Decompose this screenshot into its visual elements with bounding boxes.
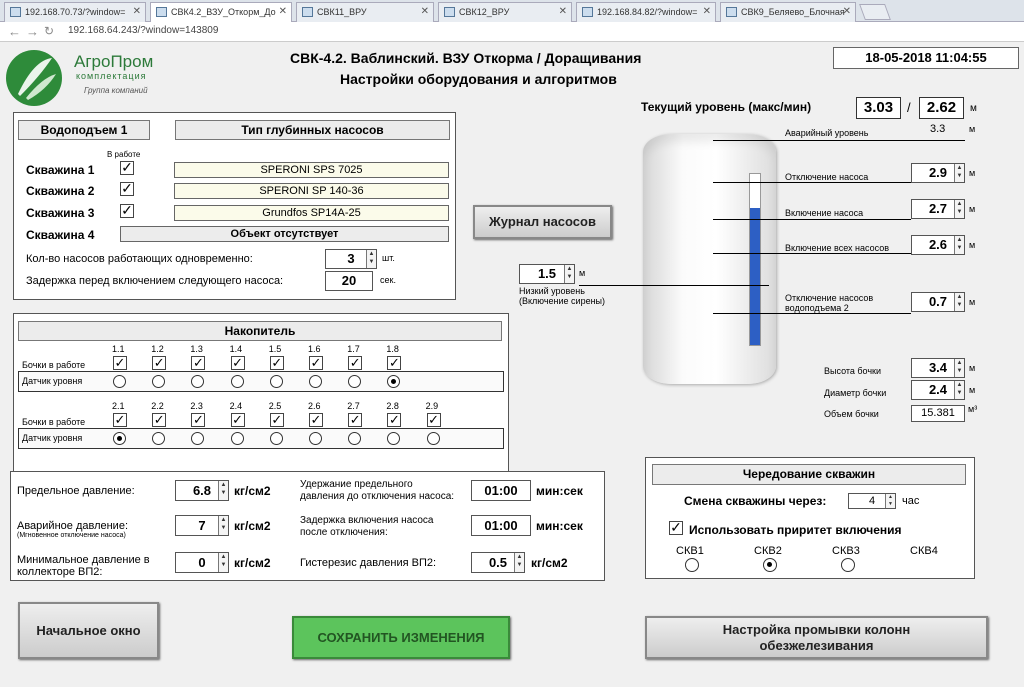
pump-on-unit: м — [969, 204, 976, 214]
tab-label: СВК12_ВРУ — [459, 7, 510, 17]
tab-label: СВК9_Беляево_Блочная — [741, 7, 845, 17]
barrel-in-work-checkbox[interactable]: ✓ — [153, 355, 165, 370]
min-pressure-unit: кг/см2 — [234, 556, 271, 570]
well-3-pump-field[interactable]: Grundfos SP14A-25 — [174, 205, 449, 221]
rotation-hours-spinner[interactable] — [848, 493, 896, 509]
pumps-count-unit: шт. — [382, 253, 395, 263]
well-2-label: Скважина 2 — [26, 184, 95, 198]
reload-icon[interactable]: ↻ — [44, 24, 55, 38]
barrel-in-work-checkbox[interactable]: ✓ — [192, 412, 204, 427]
spinner-arrows-icon[interactable]: ▲ ▼ — [954, 236, 964, 254]
barrel-in-work-checkbox[interactable]: ✓ — [271, 412, 283, 427]
browser-tab-2[interactable] — [150, 2, 292, 22]
barrel-id-label: 2.4 — [229, 401, 243, 411]
pump-type-title: Тип глубинных насосов — [175, 120, 450, 140]
all-on-line — [713, 253, 911, 254]
delay-field[interactable]: 20 — [325, 271, 373, 291]
wheat-logo-icon — [6, 50, 62, 106]
alarm-pressure-unit: кг/см2 — [234, 519, 271, 533]
pump-off-value: 2.9 — [928, 165, 948, 180]
barrel-id-label: 1.5 — [268, 344, 282, 354]
close-icon[interactable]: ✕ — [558, 6, 567, 17]
close-icon[interactable]: ✕ — [420, 6, 429, 17]
logo-tagline: Группа компаний — [84, 86, 148, 95]
unit-m: м — [970, 103, 977, 114]
save-changes-button[interactable]: СОХРАНИТЬ ИЗМЕНЕНИЯ — [292, 616, 510, 659]
limit-pressure-label: Предельное давление: — [17, 485, 135, 497]
current-level-min: 2.62 — [919, 97, 964, 119]
rotation-well-label: СКВ3 — [832, 545, 860, 557]
well-1-pump-field[interactable]: SPERONI SPS 7025 — [174, 162, 449, 178]
height-spinner[interactable] — [911, 358, 965, 378]
limit-pressure-value: 6.8 — [192, 483, 212, 498]
rotation-hours-value: 4 — [868, 495, 876, 507]
page-icon — [302, 7, 313, 17]
page-icon — [726, 7, 737, 17]
barrel-id-label: 2.9 — [425, 401, 439, 411]
close-icon[interactable]: ✕ — [132, 6, 141, 17]
tab-label: СВК4.2_ВЗУ_Откорм_До — [171, 7, 276, 17]
tab-label: СВК11_ВРУ — [317, 7, 367, 17]
barrel-id-label: 2.2 — [151, 401, 164, 411]
wash-settings-line1: Настройка промывки колонн — [722, 622, 911, 637]
alarm-unit: м — [969, 124, 976, 134]
page-title: СВК-4.2. Ваблинский. ВЗУ Откорма / Доращивания — [290, 50, 642, 66]
spinner-arrows-icon[interactable]: ▲ ▼ — [954, 293, 964, 311]
row1-in-work-label: Бочки в работе — [22, 360, 86, 370]
barrel-id-label: 2.3 — [190, 401, 203, 411]
pumps-count-label: Кол-во насосов работающих одновременно: — [26, 253, 253, 265]
barrel-id-label: 2.5 — [268, 401, 282, 411]
well-1-checkbox[interactable]: ✓ — [121, 159, 133, 175]
current-level-label: Текущий уровень (макс/мин) — [641, 100, 812, 114]
home-screen-button[interactable]: Начальное окно — [18, 602, 159, 659]
diameter-spinner[interactable] — [911, 380, 965, 400]
spinner-arrows-icon[interactable]: ▲ ▼ — [954, 164, 964, 182]
pump-off-spinner[interactable] — [911, 163, 965, 183]
forward-icon[interactable]: → — [26, 24, 39, 39]
pump-on-line — [713, 219, 911, 220]
page-icon — [444, 7, 455, 17]
lift-off-line — [713, 313, 911, 314]
lift-off-spinner[interactable] — [911, 292, 965, 312]
tab-label: 192.168.70.73/?window= — [25, 7, 126, 17]
current-level-max: 3.03 — [856, 97, 901, 119]
rotation-title: Чередование скважин — [652, 464, 966, 485]
height-value: 3.4 — [928, 360, 948, 375]
barrel-id-label: 1.3 — [190, 344, 203, 354]
browser-tab-5[interactable] — [576, 2, 716, 22]
lift-off-unit: м — [969, 297, 976, 307]
new-tab-button[interactable] — [859, 4, 891, 20]
rotation-well-label: СКВ2 — [754, 545, 782, 557]
pump-off-line — [713, 182, 911, 183]
spinner-arrows-icon[interactable]: ▲ ▼ — [218, 553, 228, 572]
volume-label: Объем бочки — [824, 409, 879, 419]
all-on-value: 2.6 — [928, 237, 948, 252]
spinner-arrows-icon[interactable]: ▲ ▼ — [514, 553, 524, 572]
pump-on-spinner[interactable] — [911, 199, 965, 219]
min-pressure-spinner[interactable] — [175, 552, 229, 573]
diameter-label: Диаметр бочки — [824, 388, 887, 398]
level-separator: / — [907, 100, 911, 115]
level-sensor-radio[interactable] — [113, 375, 126, 388]
low-level-sublabel: (Включение сирены) — [519, 296, 606, 306]
scada-screen — [0, 42, 1024, 687]
restart-delay-unit: мин:сек — [536, 519, 583, 533]
well-2-pump-field[interactable]: SPERONI SP 140-36 — [174, 183, 449, 199]
datetime-display: 18-05-2018 11:04:55 — [833, 47, 1019, 69]
delay-label: Задержка перед включением следующего насоса: — [26, 275, 284, 287]
hold-time-unit: мин:сек — [536, 484, 583, 498]
agroprom-logo — [6, 50, 62, 106]
row2-sensor-label: Датчик уровня — [22, 433, 83, 443]
volume-value: 15.381 — [911, 405, 965, 422]
barrel-in-work-checkbox[interactable]: ✓ — [349, 412, 361, 427]
page-icon — [582, 7, 593, 17]
low-level-label: Низкий уровень — [519, 286, 585, 296]
spinner-arrows-icon[interactable]: ▲ ▼ — [954, 200, 964, 218]
barrel-in-work-checkbox[interactable]: ✓ — [349, 355, 361, 370]
alarm-line — [713, 140, 965, 141]
barrel-in-work-checkbox[interactable]: ✓ — [388, 412, 400, 427]
low-level-unit: м — [579, 268, 586, 278]
min-pressure-label: Минимальное давление в — [17, 554, 150, 566]
spinner-arrows-icon[interactable]: ▲ ▼ — [885, 494, 895, 508]
hysteresis-unit: кг/см2 — [531, 556, 568, 570]
accumulator-title: Накопитель — [18, 321, 502, 341]
alarm-pressure-spinner[interactable] — [175, 515, 229, 536]
alarm-pressure-sublabel: (Мгновенное отключение насоса) — [17, 532, 126, 539]
low-level-spinner[interactable] — [519, 264, 575, 284]
barrel-in-work-checkbox[interactable]: ✓ — [114, 412, 126, 427]
tab-label: 192.168.84.82/?window= — [597, 7, 698, 17]
level-sensor-radio[interactable] — [231, 432, 244, 445]
hysteresis-label: Гистерезис давления ВП2: — [300, 557, 437, 569]
well-4-absent: Объект отсутствует — [120, 226, 449, 242]
rotation-well-radio[interactable] — [763, 558, 777, 572]
close-icon[interactable]: ✕ — [842, 6, 851, 17]
hold-time-field[interactable]: 01:00 — [471, 480, 531, 501]
browser-tab-3[interactable] — [296, 2, 434, 22]
spinner-arrows-icon[interactable]: ▲ ▼ — [954, 359, 964, 377]
alarm-pressure-value: 7 — [198, 518, 206, 533]
barrel-id-label: 1.2 — [151, 344, 164, 354]
rotation-well-radio[interactable] — [841, 558, 855, 572]
row2-in-work-label: Бочки в работе — [22, 417, 86, 427]
pump-journal-button[interactable]: Журнал насосов — [473, 205, 612, 239]
volume-unit: м³ — [968, 404, 978, 414]
barrel-in-work-checkbox[interactable]: ✓ — [232, 412, 244, 427]
level-sensor-radio[interactable] — [309, 375, 322, 388]
barrel-in-work-checkbox[interactable]: ✓ — [232, 355, 244, 370]
hysteresis-spinner[interactable] — [471, 552, 525, 573]
spinner-arrows-icon[interactable]: ▲ ▼ — [218, 481, 228, 500]
limit-pressure-unit: кг/см2 — [234, 484, 271, 498]
level-sensor-radio[interactable] — [113, 432, 126, 445]
barrel-in-work-checkbox[interactable]: ✓ — [388, 355, 400, 370]
barrel-in-work-checkbox[interactable]: ✓ — [310, 412, 322, 427]
url-text[interactable]: 192.168.64.243/?window=143809 — [68, 25, 219, 36]
logo-name: АгроПром — [74, 52, 154, 71]
rotation-well-radio[interactable] — [685, 558, 699, 572]
level-indicator-fill — [750, 208, 760, 345]
priority-checkbox[interactable]: ✓ — [670, 519, 682, 535]
barrel-id-label: 2.7 — [347, 401, 360, 411]
spinner-arrows-icon[interactable]: ▲ ▼ — [564, 265, 574, 283]
lift-off-label: Отключение насосов — [785, 293, 874, 303]
pump-on-label: Включение насоса — [785, 208, 864, 218]
all-on-label: Включение всех насосов — [785, 243, 890, 253]
restart-delay-label: Задержка включения насоса — [300, 515, 434, 526]
barrel-in-work-checkbox[interactable]: ✓ — [271, 355, 283, 370]
level-indicator — [749, 173, 761, 346]
row1-sensor-label: Датчик уровня — [22, 376, 83, 386]
pumps-count-value: 3 — [347, 251, 355, 266]
restart-delay-field[interactable]: 01:00 — [471, 515, 531, 536]
hold-label: Удержание предельного — [300, 479, 413, 490]
browser-tab-1[interactable] — [4, 2, 146, 22]
priority-label: Использовать приритет включения — [689, 523, 902, 537]
hysteresis-value: 0.5 — [488, 555, 508, 570]
lift-off-value: 0.7 — [928, 294, 948, 309]
well-3-label: Скважина 3 — [26, 206, 95, 220]
alarm-level-value: 3.3 — [930, 123, 946, 135]
page-icon — [10, 7, 21, 17]
in-work-label: В работе — [107, 150, 141, 159]
water-lift-title: Водоподъем 1 — [18, 120, 150, 140]
back-icon[interactable]: ← — [8, 24, 21, 39]
wash-settings-line2: обезжелезивания — [759, 638, 874, 653]
page-icon — [156, 7, 167, 17]
min-pressure-value: 0 — [198, 555, 206, 570]
spinner-arrows-icon[interactable]: ▲ ▼ — [366, 250, 376, 268]
level-sensor-radio[interactable] — [231, 375, 244, 388]
well-1-label: Скважина 1 — [26, 163, 95, 177]
barrel-id-label: 2.1 — [112, 401, 125, 411]
diameter-unit: м — [969, 385, 976, 395]
limit-pressure-spinner[interactable] — [175, 480, 229, 501]
pump-off-label: Отключение насоса — [785, 172, 869, 182]
barrel-in-work-checkbox[interactable]: ✓ — [153, 412, 165, 427]
pump-on-value: 2.7 — [928, 201, 948, 216]
barrel-id-label: 1.8 — [386, 344, 399, 354]
pump-off-unit: м — [969, 168, 976, 178]
level-sensor-radio[interactable] — [427, 432, 440, 445]
barrel-id-label: 1.6 — [308, 344, 321, 354]
height-label: Высота бочки — [824, 366, 882, 376]
low-level-line — [579, 285, 769, 286]
alarm-pressure-label: Аварийное давление: — [17, 520, 129, 532]
barrel-id-label: 1.1 — [112, 344, 125, 354]
delay-unit: сек. — [380, 275, 396, 285]
row1-sensor-row — [18, 371, 504, 392]
hold-sublabel: давления до отключения насоса: — [300, 491, 455, 502]
close-icon[interactable]: ✕ — [278, 6, 287, 17]
rotation-hours-unit: час — [902, 495, 920, 507]
level-sensor-radio[interactable] — [270, 375, 283, 388]
wash-settings-button[interactable] — [645, 616, 988, 659]
diameter-value: 2.4 — [928, 382, 948, 397]
restart-delay-sublabel: после отключения: — [300, 527, 388, 538]
spinner-arrows-icon[interactable]: ▲ ▼ — [218, 516, 228, 535]
barrel-in-work-checkbox[interactable]: ✓ — [192, 355, 204, 370]
well-4-label: Скважина 4 — [26, 228, 95, 242]
barrel-id-label: 1.4 — [229, 344, 243, 354]
browser-tab-4[interactable] — [438, 2, 572, 22]
logo-sub: комплектация — [76, 71, 147, 81]
barrel-id-label: 2.6 — [308, 401, 321, 411]
min-pressure-sublabel: коллекторе ВП2: — [17, 566, 103, 578]
browser-tab-6[interactable] — [720, 2, 856, 22]
barrel-id-label: 1.7 — [347, 344, 360, 354]
all-on-unit: м — [969, 240, 976, 250]
pumps-count-spinner[interactable] — [325, 249, 377, 269]
rotation-change-label: Смена скважины через: — [684, 494, 827, 508]
page-subtitle: Настройки оборудования и алгоритмов — [340, 71, 617, 87]
well-2-checkbox[interactable]: ✓ — [121, 180, 133, 196]
alarm-level-label: Аварийный уровень — [785, 128, 869, 138]
well-3-checkbox[interactable]: ✓ — [121, 202, 133, 218]
level-sensor-radio[interactable] — [309, 432, 322, 445]
lift-off-sublabel: водоподъема 2 — [785, 303, 849, 313]
level-sensor-radio[interactable] — [270, 432, 283, 445]
barrel-id-label: 2.8 — [386, 401, 399, 411]
rotation-well-label: СКВ4 — [910, 545, 938, 557]
spinner-arrows-icon[interactable]: ▲ ▼ — [954, 381, 964, 399]
low-level-value: 1.5 — [537, 266, 557, 281]
close-icon[interactable]: ✕ — [702, 6, 711, 17]
barrel-in-work-checkbox[interactable]: ✓ — [428, 412, 440, 427]
barrel-in-work-checkbox[interactable]: ✓ — [310, 355, 322, 370]
all-on-spinner[interactable] — [911, 235, 965, 255]
rotation-well-label: СКВ1 — [676, 545, 704, 557]
barrel-in-work-checkbox[interactable]: ✓ — [114, 355, 126, 370]
height-unit: м — [969, 363, 976, 373]
